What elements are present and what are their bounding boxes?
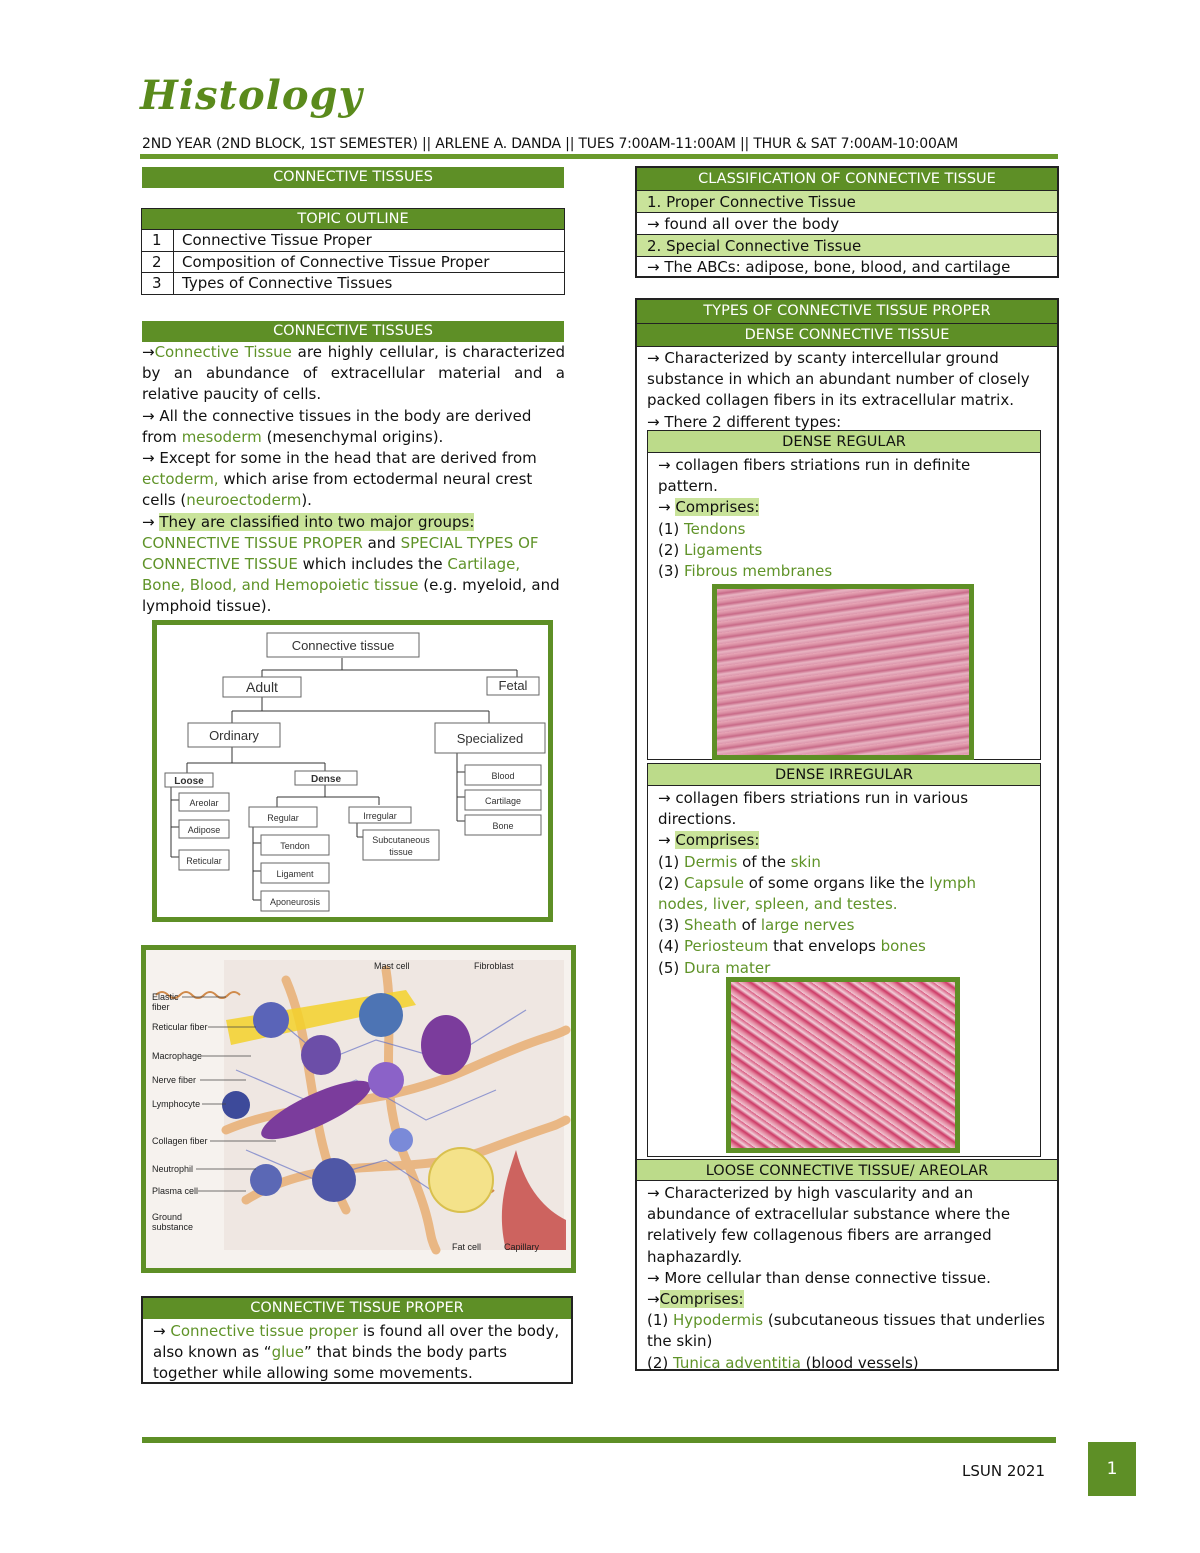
ct-p3-text: → Except for some in the head that are derived from bbox=[142, 449, 537, 468]
types-ctp-title: TYPES OF CONNECTIVE TISSUE PROPER bbox=[637, 300, 1057, 323]
dense-regular-body bbox=[648, 453, 1040, 584]
dr-item bbox=[658, 540, 1030, 561]
term-neuroectoderm: neuroectoderm bbox=[186, 491, 302, 510]
ct-p4-and: and bbox=[362, 533, 401, 552]
dr-comprises bbox=[658, 497, 1030, 518]
dr-item bbox=[658, 561, 1030, 582]
dense-types: → There 2 different types: bbox=[647, 412, 842, 431]
ct-paragraph-2 bbox=[142, 406, 565, 448]
term-dura-mater: Dura mater bbox=[684, 958, 771, 977]
node-areolar: Areolar bbox=[189, 798, 219, 808]
ct-section-title: CONNECTIVE TISSUES bbox=[142, 321, 564, 342]
ctp-text bbox=[143, 1319, 571, 1387]
outline-row bbox=[142, 251, 565, 273]
header-rule bbox=[140, 154, 1058, 159]
ct-body bbox=[142, 342, 565, 618]
dr-comprises-label: Comprises: bbox=[675, 498, 760, 517]
dr-desc: → collagen fibers striations run in definite pattern. bbox=[658, 456, 971, 496]
outline-num: 2 bbox=[142, 251, 174, 273]
lo-text: (subcutaneous tissues that underlies the skin) bbox=[647, 1311, 1045, 1351]
di-comprises-label: Comprises: bbox=[675, 831, 760, 850]
label-elastic: Elastic bbox=[152, 992, 179, 1002]
outline-row bbox=[142, 230, 565, 252]
node-aponeurosis: Aponeurosis bbox=[269, 897, 321, 907]
dense-irregular-box bbox=[647, 763, 1041, 1157]
label-fat-cell: Fat cell bbox=[452, 1242, 482, 1252]
term-special-list: Cartilage, Bone, Blood, and Hemopoietic tissue bbox=[142, 555, 521, 595]
di-arrow: → bbox=[658, 831, 676, 850]
footer-org: LSUN 2021 bbox=[962, 1462, 1046, 1480]
di-text: of some organs like the bbox=[743, 873, 930, 892]
term-periosteum: Periosteum bbox=[684, 937, 769, 956]
node-loose: Loose bbox=[174, 776, 204, 787]
term-sheath: Sheath bbox=[684, 916, 737, 935]
term-special-types: SPECIAL TYPES OF CONNECTIVE TISSUE bbox=[142, 533, 539, 574]
label-lymphocyte: Lymphocyte bbox=[152, 1099, 201, 1109]
page-title: Histology bbox=[140, 72, 363, 119]
node-bone: Bone bbox=[492, 821, 514, 831]
node-tendon: Tendon bbox=[280, 841, 310, 851]
label-nerve-fiber: Nerve fiber bbox=[152, 1075, 197, 1085]
lo-num: (1) bbox=[647, 1311, 674, 1330]
di-item-1 bbox=[658, 852, 1030, 873]
node-ligament: Ligament bbox=[276, 869, 314, 879]
loose-comprises bbox=[647, 1289, 1051, 1310]
node-cartilage: Cartilage bbox=[484, 796, 522, 806]
label-neutrophil: Neutrophil bbox=[152, 1164, 194, 1174]
term-organs: lymph nodes, liver, spleen, and testes. bbox=[658, 873, 976, 914]
class-row-proper: 1. Proper Connective Tissue bbox=[637, 190, 1057, 212]
di-comprises bbox=[658, 830, 1030, 851]
dense-irregular-micrograph bbox=[726, 977, 960, 1153]
label-fibroblast: Fibroblast bbox=[474, 961, 514, 971]
term-mesoderm: mesoderm bbox=[181, 427, 262, 446]
node-regular: Regular bbox=[267, 813, 299, 823]
dense-desc: → Characterized by scanty intercellular ground substance in which an abundant number of closely packed collagen fibers in its extracellular matrix. bbox=[647, 349, 1030, 410]
topic-outline bbox=[141, 208, 565, 295]
di-num: (3) bbox=[658, 916, 685, 935]
ct-p2-end: (mesenchymal origins). bbox=[261, 427, 444, 446]
course-info: 2ND YEAR (2ND BLOCK, 1ST SEMESTER) || ARLENE A. DANDA || TUES 7:00AM-11:00AM || THUR & SAT 7:00AM-10:00AM bbox=[142, 136, 958, 152]
dr-item bbox=[658, 519, 1030, 540]
ct-p2-text: → All the connective tissues in the body are derived from bbox=[142, 406, 532, 446]
ct-p4-arrow: → bbox=[142, 512, 160, 531]
di-num: (4) bbox=[658, 937, 685, 956]
dense-irregular-body bbox=[648, 786, 1040, 981]
ctp-title: CONNECTIVE TISSUE PROPER bbox=[143, 1298, 571, 1319]
lo-comprises-label: Comprises: bbox=[659, 1290, 744, 1309]
term-glue: glue bbox=[271, 1343, 305, 1362]
topic-outline-table bbox=[141, 229, 565, 295]
outline-label: Types of Connective Tissues bbox=[174, 273, 565, 295]
term-hypodermis: Hypodermis bbox=[673, 1311, 764, 1330]
outline-num: 3 bbox=[142, 273, 174, 295]
loose-item-2 bbox=[647, 1353, 1051, 1374]
di-num: (2) bbox=[658, 873, 685, 892]
ctp-box bbox=[141, 1296, 573, 1384]
term-ectoderm: ectoderm, bbox=[142, 470, 219, 489]
ct-p4-includes: which includes the bbox=[297, 555, 448, 574]
ct-p3-mid: which arise from ectodermal neural crest cells ( bbox=[142, 470, 533, 510]
node-adult: Adult bbox=[246, 679, 278, 695]
label-substance: substance bbox=[152, 1222, 194, 1232]
label-fiber: fiber bbox=[152, 1002, 170, 1012]
di-num: (1) bbox=[658, 852, 685, 871]
node-blood: Blood bbox=[491, 771, 515, 781]
classification-title: CLASSIFICATION OF CONNECTIVE TISSUE bbox=[637, 168, 1057, 190]
loose-item-1 bbox=[647, 1310, 1051, 1352]
di-num: (5) bbox=[658, 958, 685, 977]
di-item-4 bbox=[658, 936, 1030, 957]
label-collagen-fiber: Collagen fiber bbox=[152, 1136, 208, 1146]
dr-item-num: (1) bbox=[658, 519, 685, 538]
dr-item-tendons: Tendons bbox=[684, 519, 746, 538]
outline-num: 1 bbox=[142, 230, 174, 252]
term-dermis: Dermis bbox=[684, 852, 738, 871]
loose-desc-2: → More cellular than dense connective tissue. bbox=[647, 1268, 991, 1287]
node-subcutaneous: Subcutaneous bbox=[372, 835, 430, 845]
outline-label: Composition of Connective Tissue Proper bbox=[174, 251, 565, 273]
types-ctp-box bbox=[635, 298, 1059, 1371]
node-dense: Dense bbox=[310, 774, 342, 785]
di-item-3 bbox=[658, 915, 1030, 936]
loose-desc: → Characterized by high vascularity and an abundance of extracellular substance where the relatively few collagenous fibers are arranged haphazardly. bbox=[647, 1184, 1011, 1266]
dr-item-num: (2) bbox=[658, 540, 685, 559]
di-text: that envelops bbox=[768, 937, 881, 956]
ct-p4-highlight: They are classified into two major groups: bbox=[159, 512, 475, 531]
lo-arrow: → bbox=[647, 1290, 660, 1309]
term-ctp-2: Connective tissue proper bbox=[170, 1322, 359, 1340]
label-reticular-fiber: Reticular fiber bbox=[152, 1022, 208, 1032]
connective-tissue-illustration bbox=[146, 950, 571, 1268]
page-number: 1 bbox=[1088, 1442, 1136, 1496]
ctp-mid: is found all over the body, also known as “ bbox=[153, 1322, 560, 1362]
ct-paragraph-3 bbox=[142, 448, 565, 512]
dense-regular-box bbox=[647, 430, 1041, 760]
dr-item-fibrous: Fibrous membranes bbox=[684, 562, 833, 581]
label-ground: Ground bbox=[152, 1212, 183, 1222]
section-title-connective-tissues: CONNECTIVE TISSUES bbox=[142, 167, 564, 188]
di-item-5 bbox=[658, 958, 1030, 979]
node-fetal: Fetal bbox=[498, 678, 528, 693]
node-adipose: Adipose bbox=[187, 825, 221, 835]
classification-diagram bbox=[157, 625, 548, 917]
label-macrophage: Macrophage bbox=[152, 1051, 203, 1061]
ct-p3-end: ). bbox=[301, 491, 312, 510]
classification-table bbox=[635, 166, 1059, 278]
label-plasma-cell: Plasma cell bbox=[152, 1186, 199, 1196]
class-row-proper-desc: → found all over the body bbox=[637, 212, 1057, 234]
lo-text: (blood vessels) bbox=[800, 1353, 919, 1372]
dr-arrow: → bbox=[658, 498, 676, 517]
label-capillary: Capillary bbox=[504, 1242, 540, 1252]
loose-ct-title: LOOSE CONNECTIVE TISSUE/ AREOLAR bbox=[637, 1159, 1057, 1181]
term-ctp: CONNECTIVE TISSUE PROPER bbox=[142, 533, 363, 552]
topic-outline-title: TOPIC OUTLINE bbox=[141, 208, 565, 229]
dr-item-ligaments: Ligaments bbox=[684, 540, 763, 559]
label-mast-cell: Mast cell bbox=[374, 961, 410, 971]
ct-p4-end: (e.g. myeloid, and lymphoid tissue). bbox=[142, 576, 560, 616]
term-tunica-adventitia: Tunica adventitia bbox=[673, 1353, 801, 1372]
di-item-2 bbox=[658, 873, 1030, 915]
term-skin: skin bbox=[790, 852, 821, 871]
ct-paragraph-1: →Connective Tissue are highly cellular, is characterized by an abundance of extracellular material and a relative paucity of cells. bbox=[142, 343, 566, 404]
node-reticular: Reticular bbox=[186, 856, 222, 866]
dense-ct-body bbox=[637, 346, 1057, 433]
illustration-frame bbox=[141, 945, 576, 1273]
di-text: of bbox=[736, 916, 761, 935]
class-row-special-desc: → The ABCs: adipose, bone, blood, and cartilage bbox=[637, 256, 1057, 276]
di-text: of the bbox=[737, 852, 791, 871]
classification-diagram-frame bbox=[152, 620, 553, 922]
node-specialized: Specialized bbox=[456, 731, 524, 746]
node-tissue: tissue bbox=[389, 847, 413, 857]
class-row-special: 2. Special Connective Tissue bbox=[637, 234, 1057, 256]
term-bones: bones bbox=[880, 937, 926, 956]
outline-row bbox=[142, 273, 565, 295]
term-connective-tissue: Connective Tissue bbox=[154, 343, 292, 361]
term-large-nerves: large nerves bbox=[760, 916, 855, 935]
di-desc: → collagen fibers striations run in various directions. bbox=[658, 789, 969, 829]
term-capsule: Capsule bbox=[684, 873, 744, 892]
ct-paragraph-4 bbox=[142, 512, 565, 618]
node-ordinary: Ordinary bbox=[209, 728, 259, 743]
dense-ct-title: DENSE CONNECTIVE TISSUE bbox=[637, 323, 1057, 346]
ctp-end: ” that binds the body parts together while allowing some movements. bbox=[153, 1343, 507, 1383]
node-connective-tissue: Connective tissue bbox=[291, 638, 395, 653]
ct-p1-text: are highly cellular, is characterized by an abundance of extracellular material and a relative paucity of cells. bbox=[142, 343, 566, 404]
ctp-arrow: → bbox=[153, 1322, 171, 1340]
footer-rule bbox=[142, 1437, 1056, 1443]
dense-regular-title: DENSE REGULAR bbox=[648, 431, 1040, 453]
node-irregular: Irregular bbox=[363, 811, 397, 821]
loose-ct-body bbox=[647, 1183, 1051, 1374]
dr-item-num: (3) bbox=[658, 562, 685, 581]
outline-label: Connective Tissue Proper bbox=[174, 230, 565, 252]
lo-num: (2) bbox=[647, 1353, 674, 1372]
dense-regular-micrograph bbox=[712, 584, 974, 760]
dense-irregular-title: DENSE IRREGULAR bbox=[648, 764, 1040, 786]
